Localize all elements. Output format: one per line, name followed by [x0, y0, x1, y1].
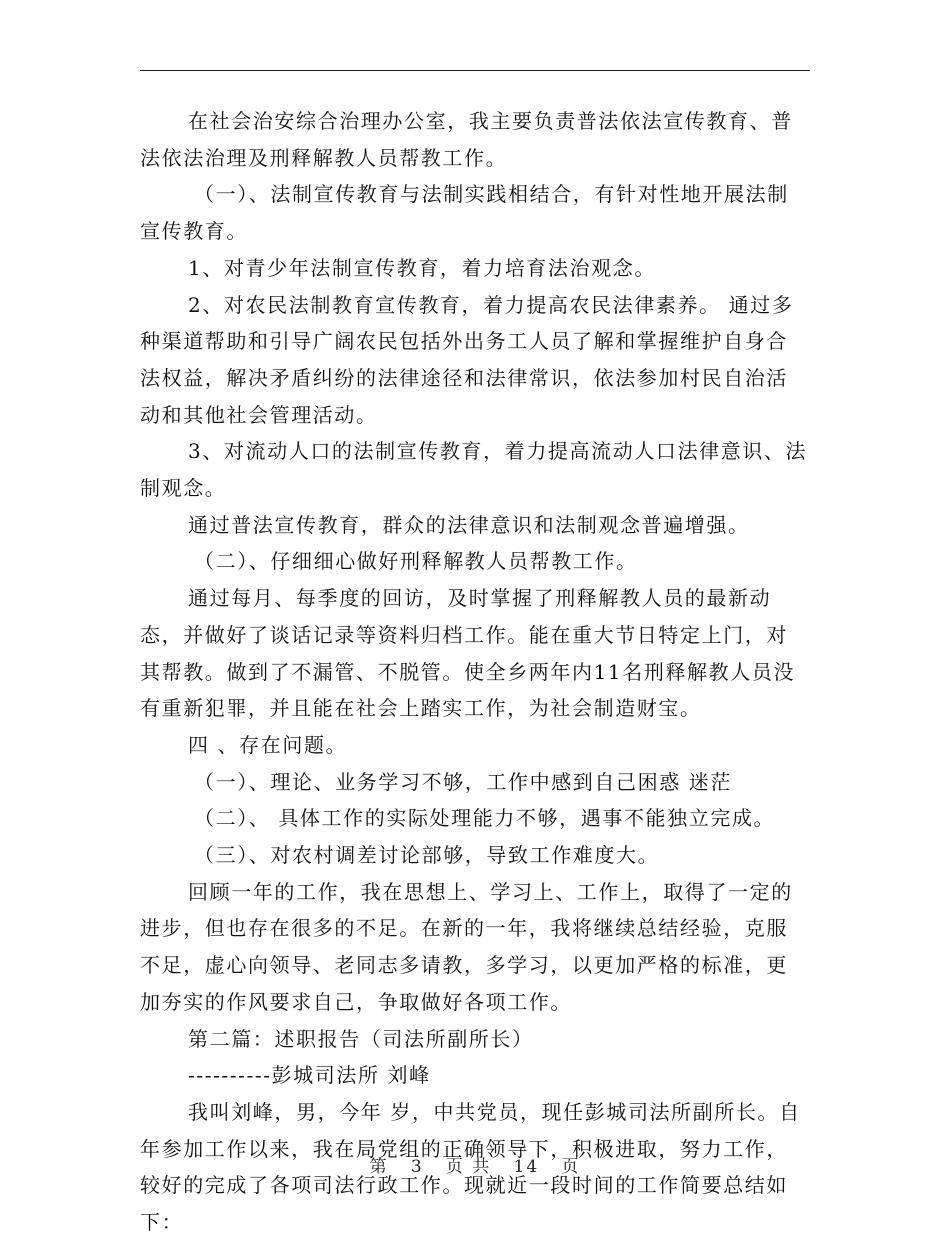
document-body [140, 103, 808, 1241]
section-heading: （二）、仔细细心做好刑释解教人员帮教工作。 [194, 549, 638, 574]
header-rule [140, 70, 810, 71]
paragraph: 通过普法宣传教育，群众的法律意识和法制观念普遍增强。 [188, 512, 750, 537]
list-item: 2、对农民法制教育宣传教育，着力提高农民法律素养。 通过多种渠道帮助和引导广阔农民包括外出务工人员了解和掌握维护自身合法权益，解决矛盾纠纷的法律途径和法律常识，依法参加村民自治活动和其他社会管理活动。 [140, 292, 794, 427]
section-heading: 四 、存在问题。 [188, 732, 348, 757]
list-item: 1、对青少年法制宣传教育，着力培育法治观念。 [188, 255, 656, 280]
paragraph: 在社会治安综合治理办公室，我主要负责普法依法宣传教育、普法依法治理及刑释解教人员帮教工作。 [140, 109, 793, 170]
paragraph: 回顾一年的工作，我在思想上、学习上、工作上，取得了一定的进步，但也存在很多的不足。在新的一年，我将继续总结经验，克服不足，虚心向领导、老同志多请教，多学习，以更加严格的标准，更加夯实的作风要求自己，争取做好各项工作。 [140, 879, 793, 1014]
paragraph: 通过每月、每季度的回访，及时掌握了刑释解教人员的最新动态，并做好了谈话记录等资料归档工作。能在重大节日特定上门，对其帮教。做到了不漏管、不脱管。使全乡两年内11名刑释解教人员没有重新犯罪，并且能在社会上踏实工作，为社会制造财宝。 [140, 586, 796, 721]
current-page-number: 3 [410, 1157, 424, 1177]
list-item: （一）、理论、业务学习不够，工作中感到自己困惑 迷茫 [194, 769, 732, 794]
list-item: （三）、对农村调差讨论部够，导致工作难度大。 [194, 843, 660, 868]
paragraph: 我叫刘峰，男，今年 岁，中共党员，现任彭城司法所副所长。自年参加工作以来，我在局党组的正确领导下，积极进取，努力工作，较好的完成了各项司法行政工作。现就近一段时间的工作简要总结如下： [140, 1099, 801, 1235]
page-footer [0, 1152, 950, 1177]
chapter-title: 第二篇：述职报告（司法所副所长） [188, 1026, 534, 1051]
footer-suffix: 页 [561, 1157, 581, 1177]
footer-middle: 页 共 [445, 1157, 492, 1177]
section-heading: （一）、法制宣传教育与法制实践相结合，有针对性地开展法制宣传教育。 [140, 182, 789, 244]
footer-prefix: 第 [369, 1157, 389, 1177]
author-line: ----------彭城司法所 刘峰 [188, 1063, 431, 1088]
total-pages-number: 14 [513, 1157, 540, 1177]
list-item: 3、对流动人口的法制宣传教育，着力提高流动人口法律意识、法制观念。 [140, 439, 808, 501]
list-item: （二）、 具体工作的实际处理能力不够，遇事不能独立完成。 [194, 806, 776, 831]
